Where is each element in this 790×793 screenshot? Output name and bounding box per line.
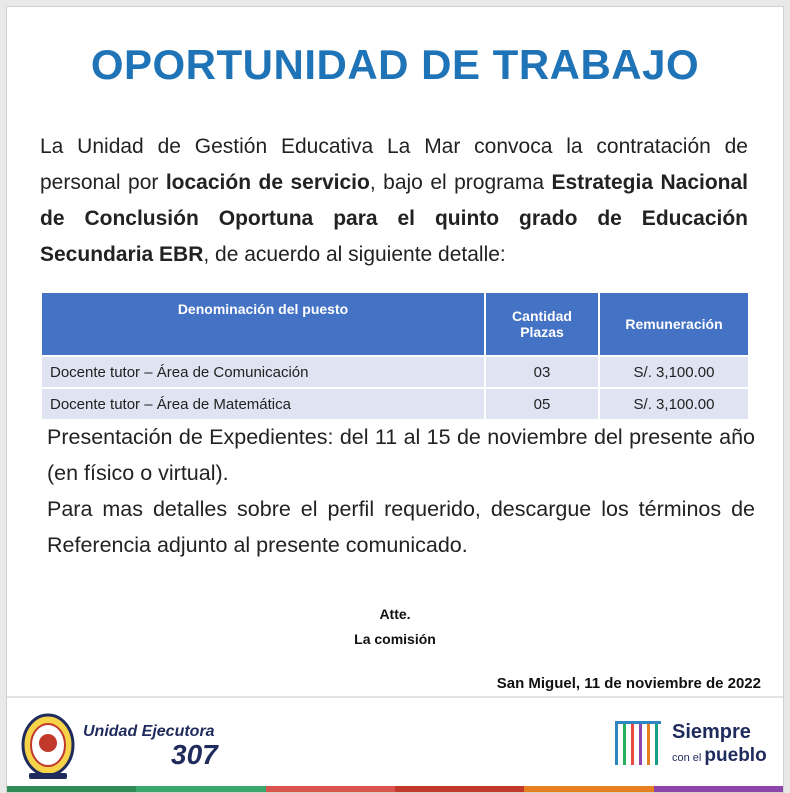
- footer-color-stripe: [7, 786, 783, 792]
- intro-paragraph: [40, 129, 748, 273]
- intro-bold-1: locación de servicio: [165, 171, 370, 194]
- footer-divider: [7, 696, 783, 698]
- document-page: [6, 6, 784, 793]
- unidad-ejecutora-label: [83, 723, 218, 771]
- presentation-block: [47, 419, 755, 563]
- positions-table: [40, 291, 750, 421]
- cell-puesto: Docente tutor – Área de Matemática: [41, 388, 485, 420]
- intro-text-3: , de acuerdo al siguiente detalle:: [203, 243, 506, 266]
- page-title: OPORTUNIDAD DE TRABAJO: [90, 41, 700, 88]
- detalles-paragraph: Para mas detalles sobre el perfil requerido, descargue los términos de Referencia adjunto al presente comunicado.: [47, 497, 755, 557]
- signature-atte: Atte.: [379, 606, 411, 622]
- table-header-row: [41, 292, 749, 356]
- presentacion-paragraph: Presentación de Expedientes: del 11 al 15 de noviembre del presente año (en físico o virtual).: [47, 425, 755, 485]
- intro-bold-2: Estrategia Nacional de Conclusión Oportuna para el quinto grado de Educación Secundaria EBR: [40, 171, 749, 266]
- siempre-label: Siempre: [672, 721, 751, 743]
- intro-text-1: La Unidad de Gestión Educativa La Mar convoca la contratación de personal por: [40, 135, 748, 194]
- intro-text-2: , bajo el programa: [369, 171, 552, 194]
- cell-remuneracion: S/. 3,100.00: [599, 356, 749, 388]
- table-row: [41, 356, 749, 388]
- cell-plazas: 05: [485, 388, 599, 420]
- table-row: [41, 388, 749, 420]
- header-remuneracion: Remuneración: [599, 292, 749, 356]
- header-denominacion: Denominación del puesto: [41, 292, 485, 356]
- pueblo-label: pueblo: [704, 745, 767, 766]
- document-date: San Miguel, 11 de noviembre de 2022: [496, 675, 761, 692]
- ugel-seal-icon: [21, 713, 75, 781]
- ue-line1: Unidad Ejecutora: [83, 723, 215, 740]
- cell-puesto: Docente tutor – Área de Comunicación: [41, 356, 485, 388]
- cell-plazas: 03: [485, 356, 599, 388]
- con-el-pueblo-label: [672, 745, 767, 767]
- cell-remuneracion: S/. 3,100.00: [599, 388, 749, 420]
- signature-comision: La comisión: [354, 631, 436, 647]
- header-cantidad: Cantidad Plazas: [485, 292, 599, 356]
- con-el-label: con el: [672, 752, 705, 764]
- ue-line2: 307: [171, 739, 218, 770]
